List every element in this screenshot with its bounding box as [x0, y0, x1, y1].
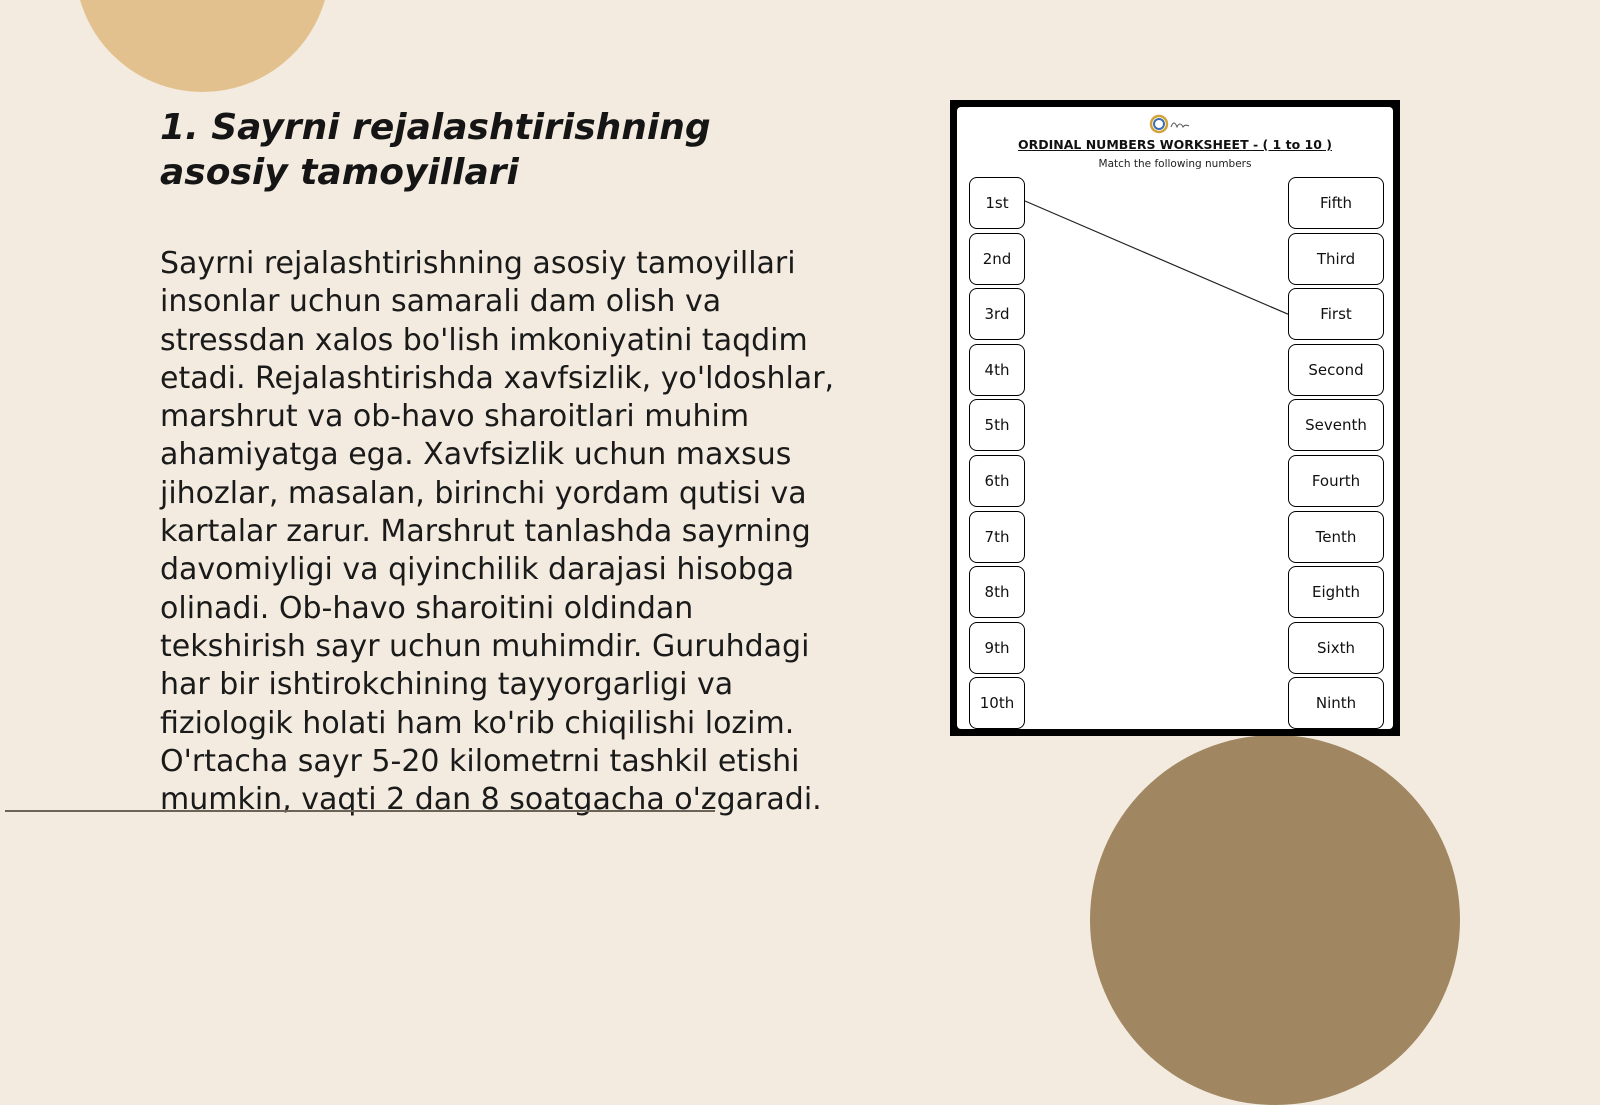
worksheet-left-box: 6th: [969, 455, 1025, 507]
divider-line: [5, 810, 715, 812]
worksheet-right-box: Ninth: [1288, 677, 1384, 729]
worksheet-left-box: 2nd: [969, 233, 1025, 285]
worksheet-subtitle: Match the following numbers: [1098, 158, 1252, 170]
worksheet-left-box: 3rd: [969, 288, 1025, 340]
worksheet-right-box: Third: [1288, 233, 1384, 285]
worksheet-left-box: 10th: [969, 677, 1025, 729]
worksheet-right-box: Sixth: [1288, 622, 1384, 674]
worksheet-left-box: 4th: [969, 344, 1025, 396]
worksheet-right-box: Fourth: [1288, 455, 1384, 507]
worksheet-image: [950, 100, 1400, 736]
decorative-circle-bottom: [1090, 735, 1460, 1105]
worksheet-right-box: Tenth: [1288, 511, 1384, 563]
worksheet-right-box: Second: [1288, 344, 1384, 396]
worksheet-right-box: Eighth: [1288, 566, 1384, 618]
worksheet-left-box: 8th: [969, 566, 1025, 618]
slide-title: 1. Sayrni rejalashtirishning asosiy tamoyillari: [160, 107, 711, 193]
decorative-circle-top: [75, 0, 330, 92]
worksheet-right-box: Seventh: [1288, 399, 1384, 451]
slide-body-text: Sayrni rejalashtirishning asosiy tamoyillari insonlar uchun samarali dam olish va stressdan xalos bo'lish imkoniyatini taqdim etadi. Rejalashtirishda xavfsizlik, yo'ldoshlar, marshrut va ob-havo sharoitlari muhim ahamiyatga ega. Xavfsizlik uchun maxsus jihozlar, masalan, birinchi yordam qutisi va kartalar zarur. Marshrut tanlashda sayrning davomiyligi va qiyinchilik darajasi hisobga olinadi. Ob-havo sharoitini oldindan tekshirish sayr uchun muhimdir. Guruhdagi har bir ishtirokchining tayyorgarligi va fiziologik holati ham ko'rib chiqilishi lozim. O'rtacha sayr 5-20 kilometrni tashkil etishi mumkin, vaqti 2 dan 8 soatgacha o'zgaradi.: [160, 246, 835, 818]
worksheet-left-box: 7th: [969, 511, 1025, 563]
worksheet-left-box: 1st: [969, 177, 1025, 229]
worksheet-right-box: Fifth: [1288, 177, 1384, 229]
worksheet-right-box: First: [1288, 288, 1384, 340]
worksheet-page: [957, 107, 1393, 729]
worksheet-left-box: 5th: [969, 399, 1025, 451]
worksheet-match-line: [1025, 201, 1288, 314]
worksheet-left-box: 9th: [969, 622, 1025, 674]
worksheet-title: ORDINAL NUMBERS WORKSHEET - ( 1 to 10 ): [1017, 137, 1332, 152]
